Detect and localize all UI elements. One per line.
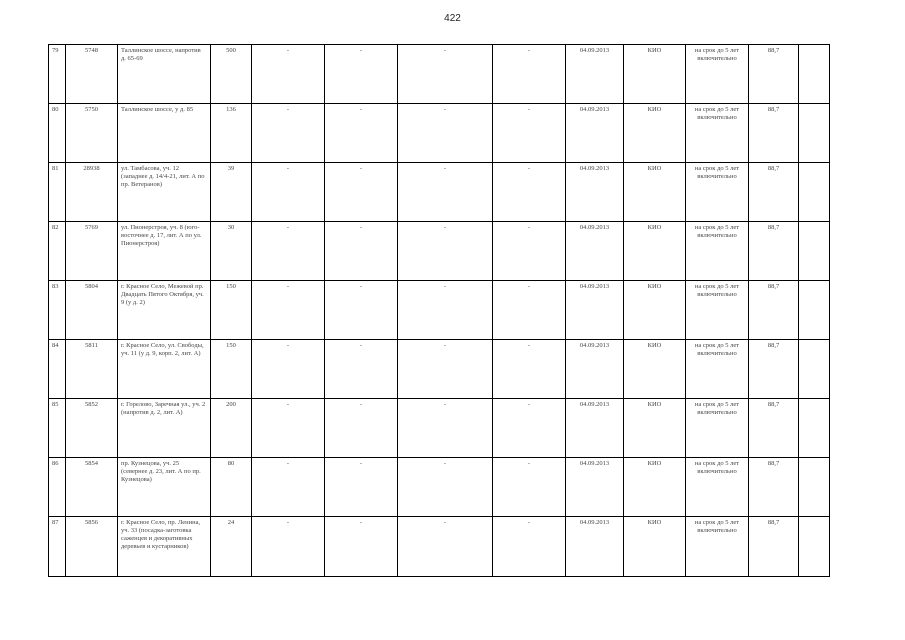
value-cell: 88,7	[749, 222, 799, 281]
row-number-cell: 85	[49, 399, 66, 458]
address-cell: г. Горелово, Заречная ул., уч. 2 (напротив д. 2, лит. А)	[118, 399, 211, 458]
value-cell: 88,7	[749, 163, 799, 222]
blank-cell: -	[325, 45, 398, 104]
area-cell: 500	[211, 45, 252, 104]
blank-cell: -	[398, 222, 493, 281]
table-row	[49, 222, 830, 281]
blank-cell: -	[493, 458, 566, 517]
blank-cell: -	[252, 399, 325, 458]
date-cell: 04.09.2013	[566, 222, 624, 281]
row-number-cell: 87	[49, 517, 66, 577]
empty-cell	[799, 458, 830, 517]
term-cell: на срок до 5 лет включительно	[686, 45, 749, 104]
empty-cell	[799, 45, 830, 104]
term-cell: на срок до 5 лет включительно	[686, 399, 749, 458]
address-cell: г. Красное Село, ул. Свободы, уч. 11 (у д. 9, корп. 2, лит. А)	[118, 340, 211, 399]
empty-cell	[799, 340, 830, 399]
object-id-cell: 5854	[66, 458, 118, 517]
address-cell: пр. Кузнецова, уч. 25 (севернее д. 23, лит. А по пр. Кузнецова)	[118, 458, 211, 517]
blank-cell: -	[252, 458, 325, 517]
blank-cell: -	[325, 399, 398, 458]
blank-cell: -	[252, 104, 325, 163]
empty-cell	[799, 104, 830, 163]
authority-cell: КИО	[624, 399, 686, 458]
registry-table	[48, 44, 830, 577]
value-cell: 88,7	[749, 281, 799, 340]
date-cell: 04.09.2013	[566, 45, 624, 104]
table-row	[49, 340, 830, 399]
blank-cell: -	[398, 458, 493, 517]
object-id-cell: 5811	[66, 340, 118, 399]
table-row	[49, 104, 830, 163]
value-cell: 88,7	[749, 104, 799, 163]
blank-cell: -	[325, 222, 398, 281]
address-cell: г. Красное Село, Межевой пр. Двадцать Пятого Октября, уч. 9 (у д. 2)	[118, 281, 211, 340]
blank-cell: -	[325, 517, 398, 577]
date-cell: 04.09.2013	[566, 340, 624, 399]
address-cell: Таллинское шоссе, напротив д. 65-69	[118, 45, 211, 104]
object-id-cell: 5750	[66, 104, 118, 163]
blank-cell: -	[252, 340, 325, 399]
page-number: 422	[444, 13, 461, 24]
table-row	[49, 399, 830, 458]
address-cell: ул. Пионерстроя, уч. 8 (юго-восточнее д. 17, лит. А по ул. Пионерстроя)	[118, 222, 211, 281]
blank-cell: -	[398, 281, 493, 340]
value-cell: 88,7	[749, 45, 799, 104]
object-id-cell: 5804	[66, 281, 118, 340]
authority-cell: КИО	[624, 517, 686, 577]
blank-cell: -	[252, 281, 325, 340]
blank-cell: -	[398, 45, 493, 104]
table-row	[49, 163, 830, 222]
authority-cell: КИО	[624, 340, 686, 399]
term-cell: на срок до 5 лет включительно	[686, 281, 749, 340]
blank-cell: -	[325, 340, 398, 399]
empty-cell	[799, 517, 830, 577]
table-row	[49, 281, 830, 340]
blank-cell: -	[252, 517, 325, 577]
value-cell: 88,7	[749, 517, 799, 577]
blank-cell: -	[398, 163, 493, 222]
object-id-cell: 5852	[66, 399, 118, 458]
area-cell: 80	[211, 458, 252, 517]
blank-cell: -	[493, 340, 566, 399]
area-cell: 30	[211, 222, 252, 281]
date-cell: 04.09.2013	[566, 517, 624, 577]
object-id-cell: 5856	[66, 517, 118, 577]
blank-cell: -	[325, 281, 398, 340]
blank-cell: -	[398, 340, 493, 399]
term-cell: на срок до 5 лет включительно	[686, 222, 749, 281]
term-cell: на срок до 5 лет включительно	[686, 458, 749, 517]
date-cell: 04.09.2013	[566, 458, 624, 517]
area-cell: 200	[211, 399, 252, 458]
address-cell: Таллинское шоссе, у д. 85	[118, 104, 211, 163]
authority-cell: КИО	[624, 163, 686, 222]
blank-cell: -	[252, 163, 325, 222]
area-cell: 24	[211, 517, 252, 577]
blank-cell: -	[493, 45, 566, 104]
empty-cell	[799, 399, 830, 458]
blank-cell: -	[493, 222, 566, 281]
address-cell: г. Красное Село, пр. Ленина, уч. 33 (посадка-заготовка саженцев и декоративных деревьев и кустарников)	[118, 517, 211, 577]
blank-cell: -	[398, 399, 493, 458]
blank-cell: -	[325, 458, 398, 517]
blank-cell: -	[252, 222, 325, 281]
value-cell: 88,7	[749, 458, 799, 517]
term-cell: на срок до 5 лет включительно	[686, 163, 749, 222]
blank-cell: -	[493, 281, 566, 340]
table-row	[49, 458, 830, 517]
authority-cell: КИО	[624, 281, 686, 340]
date-cell: 04.09.2013	[566, 104, 624, 163]
term-cell: на срок до 5 лет включительно	[686, 104, 749, 163]
value-cell: 88,7	[749, 340, 799, 399]
area-cell: 136	[211, 104, 252, 163]
date-cell: 04.09.2013	[566, 281, 624, 340]
table-row	[49, 517, 830, 577]
empty-cell	[799, 163, 830, 222]
authority-cell: КИО	[624, 458, 686, 517]
row-number-cell: 80	[49, 104, 66, 163]
area-cell: 39	[211, 163, 252, 222]
blank-cell: -	[325, 104, 398, 163]
row-number-cell: 86	[49, 458, 66, 517]
value-cell: 88,7	[749, 399, 799, 458]
authority-cell: КИО	[624, 222, 686, 281]
blank-cell: -	[493, 104, 566, 163]
blank-cell: -	[493, 517, 566, 577]
object-id-cell: 28938	[66, 163, 118, 222]
date-cell: 04.09.2013	[566, 163, 624, 222]
empty-cell	[799, 222, 830, 281]
table-row	[49, 45, 830, 104]
blank-cell: -	[325, 163, 398, 222]
authority-cell: КИО	[624, 45, 686, 104]
area-cell: 150	[211, 340, 252, 399]
row-number-cell: 82	[49, 222, 66, 281]
blank-cell: -	[252, 45, 325, 104]
term-cell: на срок до 5 лет включительно	[686, 340, 749, 399]
row-number-cell: 81	[49, 163, 66, 222]
date-cell: 04.09.2013	[566, 399, 624, 458]
area-cell: 150	[211, 281, 252, 340]
empty-cell	[799, 281, 830, 340]
authority-cell: КИО	[624, 104, 686, 163]
blank-cell: -	[493, 399, 566, 458]
object-id-cell: 5769	[66, 222, 118, 281]
blank-cell: -	[493, 163, 566, 222]
blank-cell: -	[398, 104, 493, 163]
object-id-cell: 5748	[66, 45, 118, 104]
row-number-cell: 83	[49, 281, 66, 340]
row-number-cell: 79	[49, 45, 66, 104]
blank-cell: -	[398, 517, 493, 577]
address-cell: ул. Тамбасова, уч. 12 (западнее д. 14/4-21, лит. А по пр. Ветеранов)	[118, 163, 211, 222]
row-number-cell: 84	[49, 340, 66, 399]
term-cell: на срок до 5 лет включительно	[686, 517, 749, 577]
